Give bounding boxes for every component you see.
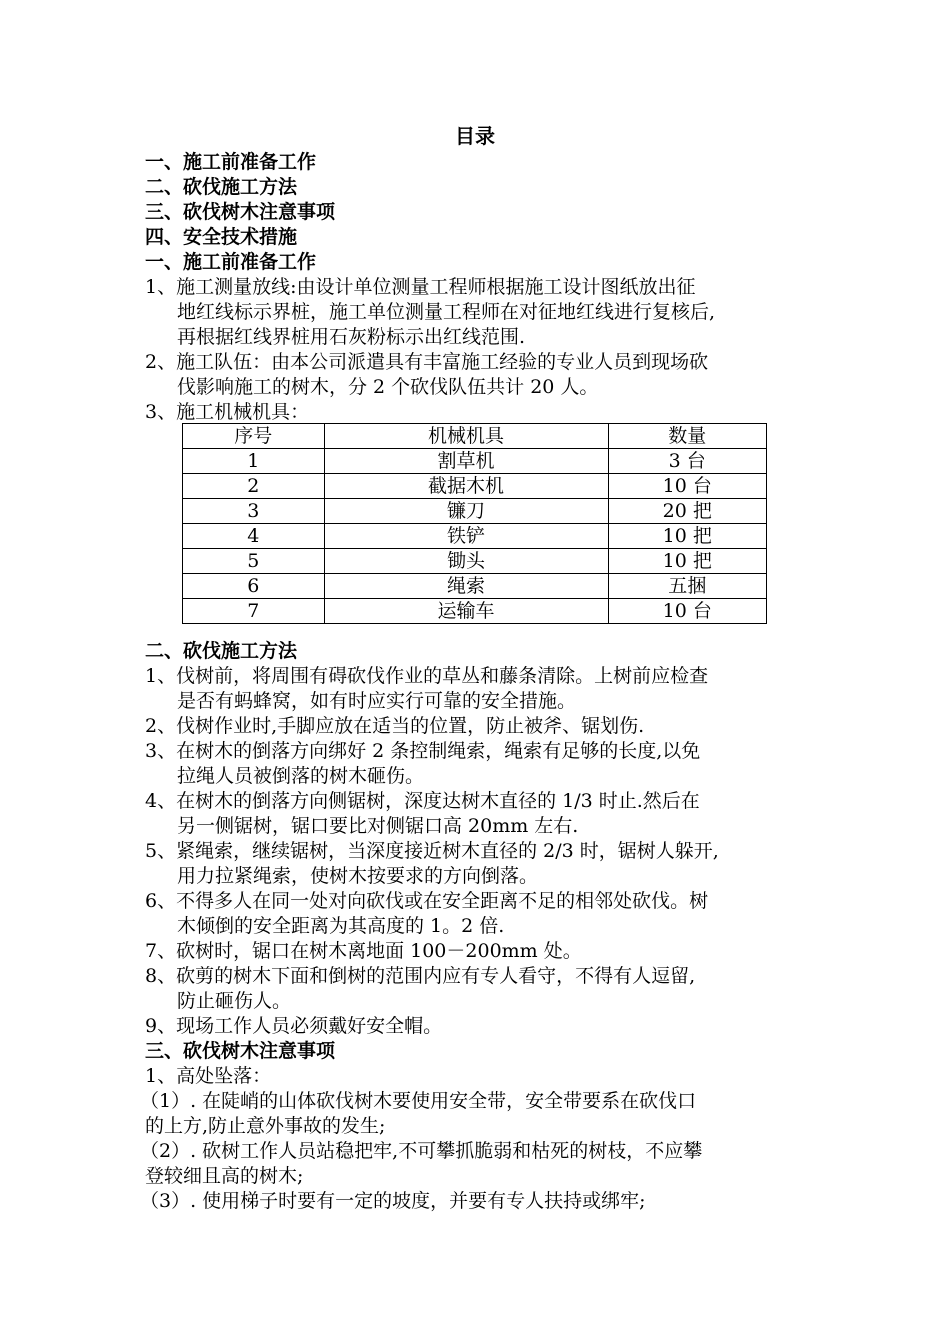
- table-header-index: 序号: [183, 424, 325, 449]
- section2-line: 3、在树木的倒落方向绑好 2 条控制绳索，绳索有足够的长度,以免: [145, 740, 701, 762]
- section2-line: 7、砍树时，锯口在树木离地面 100－200mm 处。: [145, 940, 582, 962]
- section2-line: 拉绳人员被倒落的树木砸伤。: [177, 765, 425, 787]
- section2-line: 2、伐树作业时,手脚应放在适当的位置，防止被斧、锯划伤.: [145, 715, 645, 737]
- table-row: [183, 524, 767, 549]
- table-cell-equipment: 绳索: [324, 574, 608, 599]
- section2-line: 是否有蚂蜂窝，如有时应实行可靠的安全措施。: [177, 690, 577, 712]
- table-cell-quantity: 五捆: [608, 574, 767, 599]
- section2-heading: 二、砍伐施工方法: [145, 640, 298, 662]
- section1-p3: 3、施工机械机具：: [145, 401, 310, 423]
- section3-line: 的上方,防止意外事故的发生;: [145, 1115, 386, 1137]
- table-cell-quantity: 10 台: [608, 599, 767, 624]
- table-row: [183, 449, 767, 474]
- table-cell-index: 2: [183, 474, 325, 499]
- section2-line: 8、砍剪的树木下面和倒树的范围内应有专人看守，不得有人逗留,: [145, 965, 696, 987]
- table-row: [183, 599, 767, 624]
- table-row: [183, 574, 767, 599]
- section2-line: 9、现场工作人员必须戴好安全帽。: [145, 1015, 443, 1037]
- equipment-table: [182, 423, 767, 624]
- section1-p1-line3: 再根据红线界桩用石灰粉标示出红线范围.: [177, 326, 526, 348]
- table-cell-equipment: 铁铲: [324, 524, 608, 549]
- table-cell-index: 3: [183, 499, 325, 524]
- table-cell-quantity: 10 把: [608, 549, 767, 574]
- section2-line: 6、不得多人在同一处对向砍伐或在安全距离不足的相邻处砍伐。树: [145, 890, 709, 912]
- toc-item-4: 四、安全技术措施: [145, 226, 298, 248]
- toc-item-3: 三、砍伐树木注意事项: [145, 201, 336, 223]
- table-cell-index: 7: [183, 599, 325, 624]
- section3-line: 登较细且高的树木;: [145, 1165, 304, 1187]
- section2-line: 防止砸伤人。: [177, 990, 292, 1012]
- section3-line: （2）. 砍树工作人员站稳把牢,不可攀抓脆弱和枯死的树枝，不应攀: [140, 1140, 703, 1162]
- table-cell-quantity: 10 台: [608, 474, 767, 499]
- section1-heading: 一、施工前准备工作: [145, 251, 317, 273]
- table-header-equipment: 机械机具: [324, 424, 608, 449]
- section3-line: （3）. 使用梯子时要有一定的坡度，并要有专人扶持或绑牢;: [140, 1190, 646, 1212]
- section3-heading: 三、砍伐树木注意事项: [145, 1040, 336, 1062]
- table-row: [183, 474, 767, 499]
- table-cell-index: 4: [183, 524, 325, 549]
- table-cell-quantity: 20 把: [608, 499, 767, 524]
- table-row: [183, 499, 767, 524]
- section2-line: 木倾倒的安全距离为其高度的 1。2 倍.: [177, 915, 505, 937]
- document-title: 目录: [455, 124, 495, 148]
- section3-line: 1、高处坠落：: [145, 1065, 272, 1087]
- section1-p2-line2: 伐影响施工的树木，分 2 个砍伐队伍共计 20 人。: [177, 376, 599, 398]
- table-cell-index: 5: [183, 549, 325, 574]
- table-cell-index: 1: [183, 449, 325, 474]
- table-cell-equipment: 割草机: [324, 449, 608, 474]
- section3-line: （1）. 在陡峭的山体砍伐树木要使用安全带，安全带要系在砍伐口: [140, 1090, 697, 1112]
- table-cell-equipment: 截据木机: [324, 474, 608, 499]
- table-header-row: [183, 424, 767, 449]
- table-row: [183, 549, 767, 574]
- table-cell-equipment: 镰刀: [324, 499, 608, 524]
- toc-item-2: 二、砍伐施工方法: [145, 176, 298, 198]
- table-cell-index: 6: [183, 574, 325, 599]
- table-cell-quantity: 10 把: [608, 524, 767, 549]
- table-header-quantity: 数量: [608, 424, 767, 449]
- table-cell-quantity: 3 台: [608, 449, 767, 474]
- section1-p1-line1: 1、施工测量放线:由设计单位测量工程师根据施工设计图纸放出征: [145, 276, 696, 298]
- section1-p1-line2: 地红线标示界桩，施工单位测量工程师在对征地红线进行复核后,: [177, 301, 716, 323]
- section2-line: 5、紧绳索，继续锯树，当深度接近树木直径的 2/3 时，锯树人躲开,: [145, 840, 719, 862]
- toc-item-1: 一、施工前准备工作: [145, 151, 317, 173]
- table-cell-equipment: 运输车: [324, 599, 608, 624]
- section2-line: 另一侧锯树，锯口要比对侧锯口高 20mm 左右.: [177, 815, 579, 837]
- section2-line: 1、伐树前，将周围有碍砍伐作业的草丛和藤条清除。上树前应检查: [145, 665, 709, 687]
- section1-p2-line1: 2、施工队伍：由本公司派遣具有丰富施工经验的专业人员到现场砍: [145, 351, 709, 373]
- section2-line: 4、在树木的倒落方向侧锯树，深度达树木直径的 1/3 时止.然后在: [145, 790, 700, 812]
- table-cell-equipment: 锄头: [324, 549, 608, 574]
- section2-line: 用力拉紧绳索，使树木按要求的方向倒落。: [177, 865, 539, 887]
